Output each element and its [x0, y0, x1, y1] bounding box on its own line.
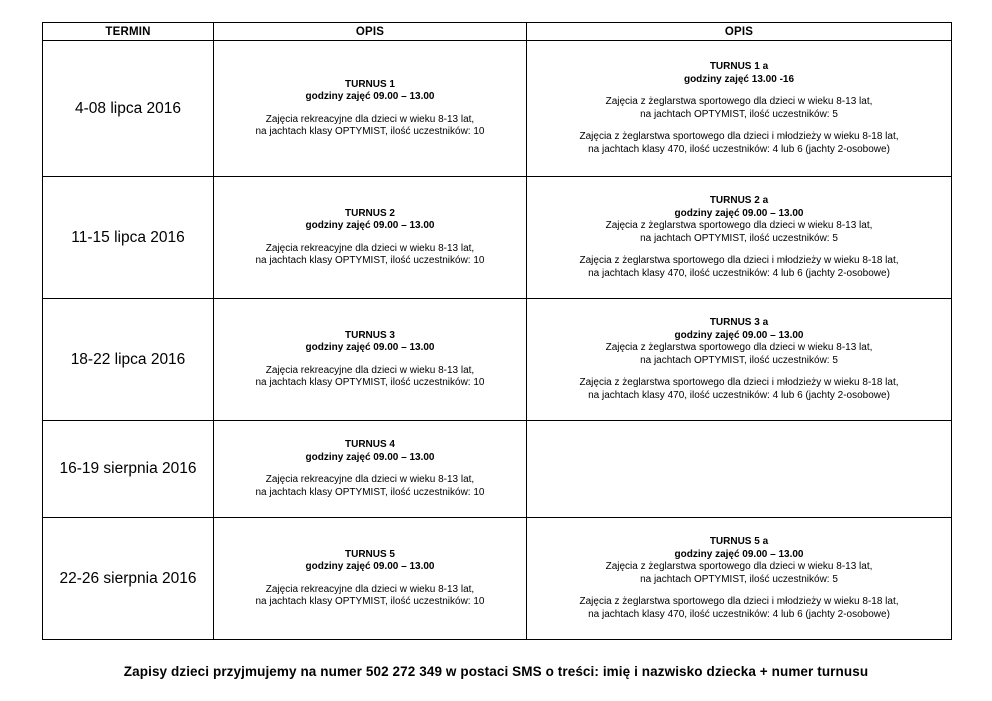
termin-cell: [43, 299, 214, 421]
turnus-desc-line: na jachtach klasy 470, ilość uczestników: 4 lub 6 (jachty 2-osobowe): [588, 267, 890, 279]
turnus-title: TURNUS 5: [344, 548, 395, 560]
table-row: [43, 41, 952, 177]
turnus-hours: godziny zajęć 09.00 – 13.00: [674, 548, 804, 560]
turnus-desc-line: Zajęcia z żeglarstwa sportowego dla dzieci w wieku 8-13 lat,: [605, 342, 873, 353]
turnus-hours: godziny zajęć 09.00 – 13.00: [305, 561, 435, 572]
turnus-desc-line: na jachtach OPTYMIST, ilość uczestników: 5: [640, 232, 838, 244]
turnus-desc-line: na jachtach klasy OPTYMIST, ilość uczestników: 10: [255, 126, 485, 137]
turnus-desc-line: na jachtach OPTYMIST, ilość uczestników: 5: [640, 108, 838, 120]
turnus-title: TURNUS 2: [344, 207, 395, 219]
turnus-desc-line: Zajęcia rekreacyjne dla dzieci w wieku 8-13 lat,: [265, 113, 475, 125]
turnus-desc-line: Zajęcia rekreacyjne dla dzieci w wieku 8-13 lat,: [265, 364, 475, 376]
turnus-desc-line: na jachtach klasy 470, ilość uczestników: 4 lub 6 (jachty 2-osobowe): [588, 608, 890, 620]
turnus-block: [527, 317, 951, 402]
turnus-title: TURNUS 3: [344, 329, 395, 341]
opis-cell-left: [214, 421, 527, 518]
turnus-desc-line: Zajęcia z żeglarstwa sportowego dla dzieci i młodzieży w wieku 8-18 lat,: [579, 131, 899, 142]
termin-date: 16-19 sierpnia 2016: [59, 460, 197, 477]
turnus-desc-line: na jachtach klasy OPTYMIST, ilość uczestników: 10: [255, 486, 485, 498]
turnus-title: TURNUS 2 a: [709, 195, 769, 206]
opis-cell-right: [527, 518, 952, 640]
turnus-hours: godziny zajęć 09.00 – 13.00: [674, 329, 804, 341]
turnus-title: TURNUS 5 a: [709, 536, 769, 547]
registration-note: Zapisy dzieci przyjmujemy na numer 502 272 349 w postaci SMS o treści: imię i nazwisko dziecka + numer turnusu: [123, 664, 869, 679]
termin-cell: [43, 177, 214, 299]
schedule-table: [42, 22, 952, 640]
termin-cell: [43, 518, 214, 640]
turnus-desc-line: na jachtach klasy OPTYMIST, ilość uczestników: 10: [255, 255, 485, 266]
turnus-desc-line: Zajęcia z żeglarstwa sportowego dla dzieci w wieku 8-13 lat,: [605, 561, 873, 572]
opis-cell-left: [214, 299, 527, 421]
turnus-block: [527, 536, 951, 621]
turnus-desc-line: Zajęcia z żeglarstwa sportowego dla dzieci i młodzieży w wieku 8-18 lat,: [579, 596, 899, 607]
table-row: [43, 177, 952, 299]
turnus-desc-line: Zajęcia z żeglarstwa sportowego dla dzieci i młodzieży w wieku 8-18 lat,: [579, 377, 899, 388]
turnus-block: [214, 208, 526, 268]
opis-cell-left: [214, 177, 527, 299]
turnus-hours: godziny zajęć 09.00 – 13.00: [305, 220, 435, 231]
table-row: [43, 421, 952, 518]
turnus-title: TURNUS 3 a: [709, 317, 769, 328]
turnus-block: [214, 439, 526, 499]
turnus-desc-line: Zajęcia z żeglarstwa sportowego dla dzieci i młodzieży w wieku 8-18 lat,: [579, 255, 899, 266]
turnus-desc-line: Zajęcia rekreacyjne dla dzieci w wieku 8-13 lat,: [265, 474, 475, 485]
opis-cell-left: [214, 41, 527, 177]
turnus-hours: godziny zajęć 13.00 -16: [683, 73, 795, 85]
header-termin: TERMIN: [43, 23, 214, 41]
turnus-desc-line: na jachtach klasy 470, ilość uczestników: 4 lub 6 (jachty 2-osobowe): [588, 143, 890, 155]
turnus-block: [527, 61, 951, 156]
turnus-desc-line: Zajęcia z żeglarstwa sportowego dla dzieci w wieku 8-13 lat,: [605, 220, 873, 231]
turnus-title: TURNUS 4: [344, 439, 395, 450]
turnus-desc-line: Zajęcia rekreacyjne dla dzieci w wieku 8-13 lat,: [265, 583, 475, 595]
termin-date: 22-26 sierpnia 2016: [59, 569, 197, 587]
turnus-desc-line: na jachtach klasy 470, ilość uczestników: 4 lub 6 (jachty 2-osobowe): [588, 389, 890, 401]
turnus-hours: godziny zajęć 09.00 – 13.00: [674, 207, 804, 219]
header-opis-1: OPIS: [214, 23, 527, 41]
termin-cell: [43, 421, 214, 518]
opis-cell-right-empty: [527, 421, 952, 518]
opis-cell-left: [214, 518, 527, 640]
turnus-desc-line: Zajęcia z żeglarstwa sportowego dla dzieci w wieku 8-13 lat,: [605, 96, 873, 107]
opis-cell-right: [527, 299, 952, 421]
turnus-block: [214, 330, 526, 390]
termin-date: 4-08 lipca 2016: [75, 99, 181, 117]
opis-cell-right: [527, 41, 952, 177]
table-row: [43, 299, 952, 421]
turnus-block: [214, 549, 526, 609]
turnus-desc-line: na jachtach klasy OPTYMIST, ilość uczestników: 10: [255, 377, 485, 388]
turnus-block: [527, 195, 951, 280]
opis-cell-right: [527, 177, 952, 299]
header-row: [43, 23, 952, 41]
turnus-title: TURNUS 1 a: [709, 61, 769, 72]
turnus-title: TURNUS 1: [344, 78, 395, 90]
termin-date: 11-15 lipca 2016: [71, 228, 185, 246]
turnus-block: [214, 79, 526, 139]
turnus-hours: godziny zajęć 09.00 – 13.00: [305, 451, 435, 463]
turnus-desc-line: na jachtach klasy OPTYMIST, ilość uczestników: 10: [255, 596, 485, 607]
turnus-desc-line: Zajęcia rekreacyjne dla dzieci w wieku 8-13 lat,: [265, 242, 475, 254]
table-row: [43, 518, 952, 640]
termin-cell: [43, 41, 214, 177]
turnus-hours: godziny zajęć 09.00 – 13.00: [305, 342, 435, 353]
termin-date: 18-22 lipca 2016: [70, 350, 186, 368]
turnus-desc-line: na jachtach OPTYMIST, ilość uczestników: 5: [640, 354, 838, 366]
header-opis-2: OPIS: [527, 23, 952, 41]
turnus-hours: godziny zajęć 09.00 – 13.00: [305, 91, 435, 102]
turnus-desc-line: na jachtach OPTYMIST, ilość uczestników: 5: [640, 573, 838, 585]
